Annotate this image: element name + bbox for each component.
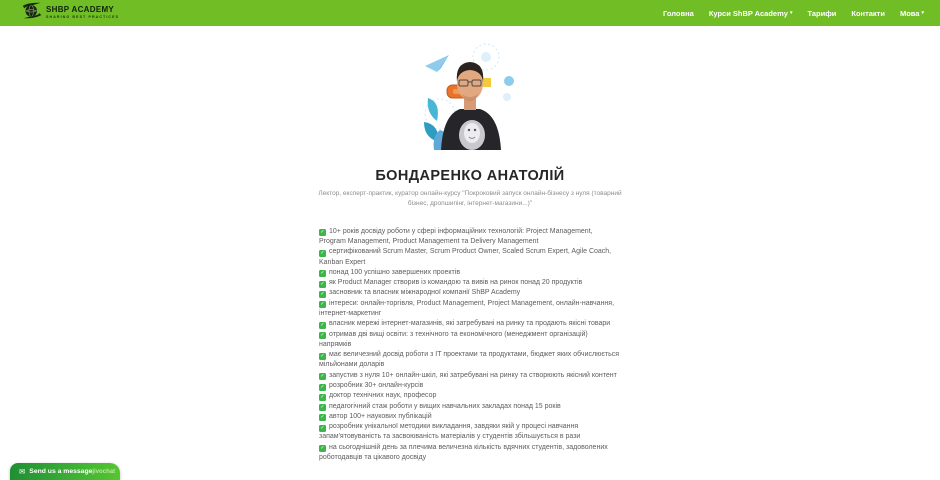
list-item [319,371,621,381]
chevron-down-icon: ▾ [921,10,924,16]
nav-item-label: Контакти [851,8,885,18]
check-icon: ✓ [320,373,325,380]
envelope-icon: ✉ [19,466,26,476]
nav-item-label: Тарифи [807,8,837,18]
list-item [319,381,621,391]
achievement-text: понад 100 успішно завершених проектів [329,268,461,276]
list-item [319,268,621,278]
list-item [319,402,621,412]
check-icon: ✓ [320,249,325,256]
chevron-down-icon: ▾ [789,10,793,16]
brand-logo[interactable] [22,2,119,24]
achievement-text: розробник унікальної методики викладання, завдяки якій у процесі навчання запам'ятовуваність та засвоюваність матеріалів у студентів збільшується в рази [319,423,581,441]
list-item [319,299,621,320]
achievement-text: запустив з нуля 10+ онлайн-шкіл, які затребувані на ринку та створюють якісний контент [329,371,617,379]
list-item [319,319,621,329]
achievement-text: автор 100+ наукових публікацій [329,412,432,420]
check-icon: ✓ [320,290,325,297]
check-icon: ✓ [320,424,325,431]
check-icon: ✓ [320,229,325,236]
nav-item[interactable] [709,9,793,18]
chat-widget-label: Send us a message [29,468,93,475]
achievement-text: педагогічний стаж роботи у вищих навчальних закладах понад 15 років [329,402,561,410]
brand-name: SHBP ACADEMY [46,5,115,15]
list-item [319,288,621,298]
check-icon: ✓ [320,383,325,390]
nav-item[interactable] [807,9,836,18]
chat-widget[interactable] [10,463,120,480]
nav-item[interactable] [663,9,694,18]
list-item [319,412,621,422]
check-icon: ✓ [320,404,325,411]
site-header [0,0,940,26]
achievement-text: інтереси: онлайн-торгівля, Product Management, Project Management, онлайн-навчання, інтернет-маркетинг [319,299,615,318]
nav-item[interactable] [900,9,924,18]
achievements-list [319,227,621,463]
achievement-text: як Product Manager створив із командою та вивів на ринок понад 20 продуктів [329,279,583,287]
check-icon: ✓ [320,414,325,421]
nav-item-label: Головна [662,8,694,18]
achievement-text: власник мережі інтернет-магазинів, які затребувані на ринку та продають якісні товари [329,320,611,328]
check-icon: ✓ [320,301,325,308]
achievement-text: отримав дві вищі освіти: з технічного та економічного (менеджмент організацій) напрямків [319,330,588,348]
list-item [319,330,621,351]
achievement-text: 10+ років досвіду роботи у сфері інформаційних технологій: Project Management, Program Management, Product Management та Delivery Management [319,227,593,246]
check-icon: ✓ [320,445,325,452]
page-title: БОНДАРЕНКО АНАТОЛІЙ [375,168,565,184]
achievement-text: розробник 30+ онлайн-курсів [329,382,424,389]
list-item [319,247,621,268]
brand-tagline: SHARING BEST PRACTICES [46,14,120,19]
achievement-text: має величезний досвід роботи з IT проектами та продуктами, бюджет яких обчислюється мільйонами доларів [319,351,620,369]
globe-swoosh-icon [22,2,42,24]
main-content [0,38,940,463]
nav-item-label: Мова [899,8,920,18]
achievement-text: сертифікований Scrum Master, Scrum Product Owner, Scaled Scrum Expert, Agile Coach, Kanban Expert [319,248,612,266]
list-item [319,443,621,464]
profile-subtitle: Лектор, експерт-практик, куратор онлайн-курсу "Покроковий запуск онлайн-бізнесу з нуля (товарний бізнес, дропшипінг, інтернет-магазини...)" [318,190,622,208]
achievement-text: доктор технічних наук, професор [329,392,437,400]
list-item [319,227,621,248]
check-icon: ✓ [320,280,325,287]
chat-widget-brand: jivochat [92,468,116,475]
main-nav [663,9,924,18]
check-icon: ✓ [320,393,325,400]
check-icon: ✓ [320,332,325,339]
list-item [319,422,621,443]
achievement-text: на сьогоднішній день за плечима величезна кількість вдячних студентів, задоволених роботодавців та цікавого досвіду [319,443,608,461]
nav-item[interactable] [851,9,885,18]
check-icon: ✓ [320,352,325,359]
list-item [319,350,621,371]
list-item [319,278,621,288]
nav-item-label: Курси ShBP Academy [708,8,788,18]
achievement-text: засновник та власник міжнародної компанії ShBP Academy [329,289,521,297]
check-icon: ✓ [320,270,325,277]
portrait-photo [422,38,518,150]
check-icon: ✓ [320,321,325,328]
list-item [319,391,621,401]
